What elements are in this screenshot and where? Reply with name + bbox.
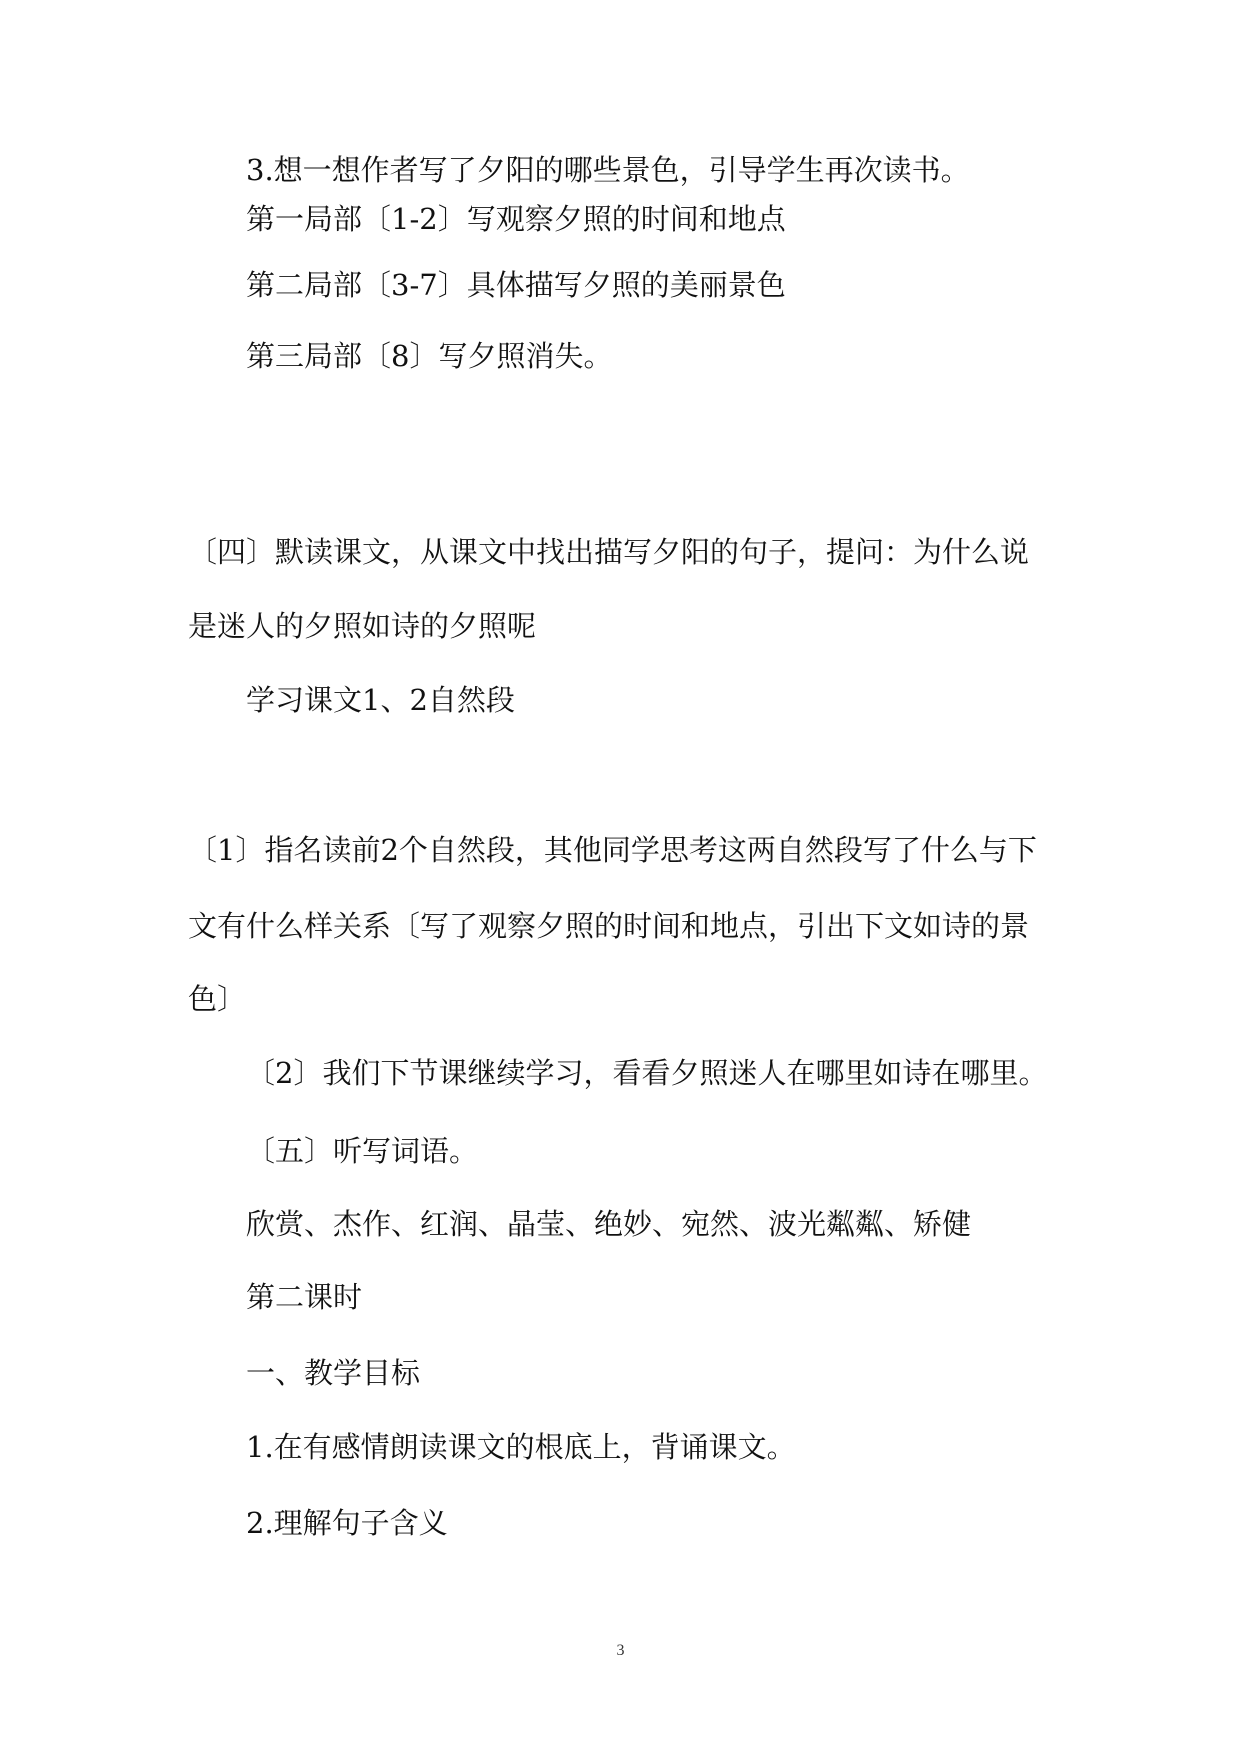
text-line: 1.在有感情朗读课文的根底上，背诵课文。: [246, 1430, 796, 1464]
text-line: 3.想一想作者写了夕阳的哪些景色，引导学生再次读书。: [246, 153, 970, 187]
text-line: 〔2〕我们下节课继续学习，看看夕照迷人在哪里如诗在哪里。: [246, 1056, 1048, 1090]
text-line: 第二课时: [246, 1280, 363, 1314]
text-line: 第二局部〔3-7〕具体描写夕照的美丽景色: [246, 268, 786, 302]
text-line: 〔五〕听写词语。: [246, 1134, 479, 1168]
text-line: 第一局部〔1-2〕写观察夕照的时间和地点: [246, 202, 786, 236]
page-number: 3: [616, 1642, 625, 1659]
text-line: 第三局部〔8〕写夕照消失。: [246, 339, 613, 373]
text-line: 文有什么样关系〔写了观察夕照的时间和地点，引出下文如诗的景: [188, 909, 1030, 943]
text-line: 学习课文1、2自然段: [246, 683, 515, 717]
text-line: 〔1〕指名读前2个自然段，其他同学思考这两自然段写了什么与下: [188, 833, 1037, 867]
text-line: 一、教学目标: [246, 1356, 421, 1390]
text-line: 色〕: [188, 982, 247, 1016]
text-line: 〔四〕默读课文，从课文中找出描写夕阳的句子，提问：为什么说: [188, 535, 1030, 569]
text-line: 2.理解句子含义: [246, 1506, 448, 1540]
text-line: 是迷人的夕照如诗的夕照呢: [188, 609, 537, 643]
text-line: 欣赏、杰作、红润、晶莹、绝妙、宛然、波光粼粼、矫健: [246, 1207, 972, 1241]
